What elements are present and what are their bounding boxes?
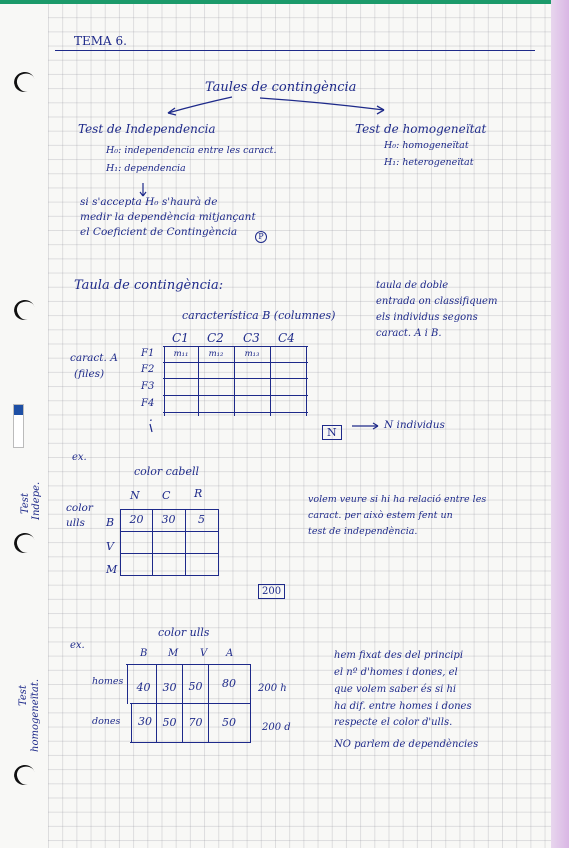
side-label-line: homogeneïtat.: [30, 678, 41, 752]
n-note: N individus: [384, 419, 445, 431]
example-marker: ex.: [70, 640, 85, 651]
row-label: F3: [141, 381, 155, 392]
example2-title: color ulls: [158, 626, 210, 639]
table-cell: 20: [129, 513, 144, 526]
column-caption: característica B (columnes): [182, 309, 336, 322]
table-cell: 50: [188, 680, 203, 693]
row-caption-line: ulls: [66, 517, 85, 529]
example-marker: ex.: [72, 452, 87, 463]
row-label: F1: [141, 348, 155, 359]
example1-comment-line: test de independència.: [308, 526, 418, 537]
table-cell: 70: [188, 716, 203, 729]
left-h0: H₀: independencia entre les caract.: [106, 145, 277, 156]
table-cell: m₁₁: [173, 349, 189, 359]
example1-comment-line: caract. per això estem fent un: [308, 510, 453, 521]
table-cell: 50: [162, 716, 177, 729]
table-cell: 50: [222, 716, 236, 729]
row-label: homes: [92, 676, 124, 687]
tema-label: TEMA 6.: [74, 34, 127, 48]
col-label: C3: [243, 331, 260, 345]
table-dot: .: [149, 410, 153, 424]
row-caption-line: caract. A: [70, 352, 118, 364]
example2-last-note: NO parlem de dependències: [334, 739, 479, 750]
side-label-line: Indepe.: [31, 481, 42, 520]
col-label: C4: [278, 331, 295, 345]
row-total: 200 h: [258, 683, 287, 694]
table-description-line: els individus segons: [376, 312, 478, 323]
table-cell: 5: [198, 513, 205, 526]
total-box: 200: [258, 584, 285, 599]
col-label: M: [168, 648, 179, 659]
example1-comment-line: volem veure si hi ha relació entre les: [308, 494, 487, 505]
left-note-line: el Coeficient de Contingència: [80, 226, 238, 238]
table-cell: m₁₃: [244, 349, 260, 359]
page-title: Taules de contingència: [205, 80, 357, 95]
row-caption-line: color: [66, 502, 93, 514]
table-cell: 40: [136, 681, 151, 694]
col-label: B: [140, 648, 148, 659]
example2-comment-line: respecte el color d'ulls.: [334, 717, 453, 728]
row-label: M: [106, 563, 118, 576]
section-heading: Taula de contingència:: [74, 278, 224, 293]
row-caption-line: (files): [74, 368, 105, 380]
table-cell: 30: [138, 715, 152, 728]
side-label-line: Test: [18, 685, 29, 706]
table-cell: 30: [162, 681, 177, 694]
table-description-line: caract. A i B.: [376, 328, 442, 339]
left-h1: H₁: dependencia: [106, 163, 186, 174]
independence-heading: Test de Independencia: [78, 122, 216, 136]
example2-comment-line: que volem saber és si hi: [334, 684, 457, 695]
homogeneity-heading: Test de homogeneïtat: [355, 122, 487, 136]
example2-comment-line: hem fixat des del principi: [334, 650, 464, 661]
col-label: C2: [207, 331, 224, 345]
example2-comment-line: ha dif. entre homes i dones: [334, 701, 472, 712]
col-label: C1: [172, 331, 189, 345]
row-label: F4: [141, 398, 155, 409]
row-label: F2: [141, 364, 155, 375]
row-label: B: [106, 516, 115, 529]
row-label: V: [106, 540, 114, 553]
example2-comment-line: el nº d'homes i dones, el: [334, 667, 458, 678]
col-label: N: [130, 489, 140, 502]
example1-title: color cabell: [134, 465, 199, 478]
table-cell: m₁₂: [208, 349, 224, 359]
row-label: dones: [92, 716, 121, 727]
table-cell: 80: [222, 677, 236, 690]
col-label: C: [162, 489, 171, 502]
table-description-line: entrada on classifiquem: [376, 296, 498, 307]
col-label: A: [226, 648, 234, 659]
row-total: 200 d: [262, 722, 291, 733]
left-note-line: si s'accepta H₀ s'haurà de: [80, 196, 218, 208]
right-h0: H₀: homogeneïtat: [384, 140, 469, 151]
col-label: R: [194, 487, 203, 500]
col-label: V: [200, 648, 208, 659]
n-box: N: [322, 425, 342, 440]
table-cell: 30: [161, 513, 176, 526]
note-mark: P: [255, 231, 267, 243]
right-h1: H₁: heterogeneïtat: [384, 157, 474, 168]
table-description-line: taula de doble: [376, 280, 449, 291]
left-note-line: medir la dependència mitjançant: [80, 211, 256, 223]
side-label-line: Test: [20, 493, 31, 514]
